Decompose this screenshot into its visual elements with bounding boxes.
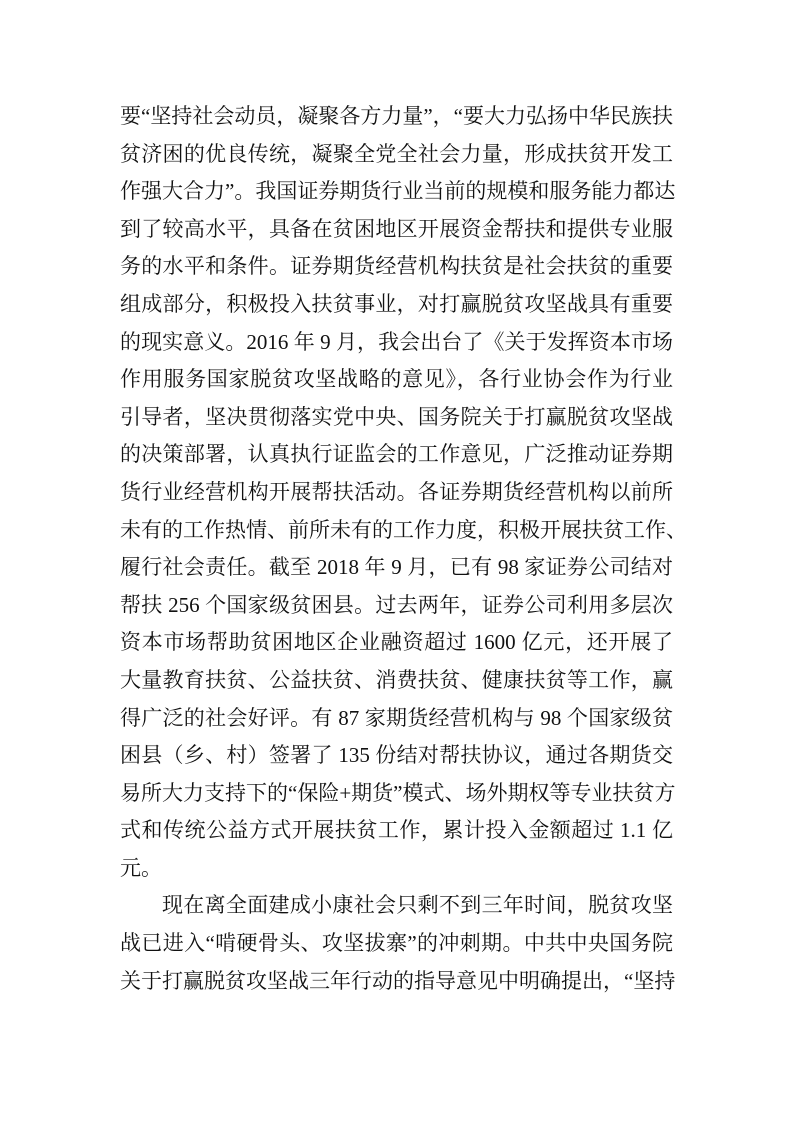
text-line: 资本市场帮助贫困地区企业融资超过 1600 亿元，还开展了	[120, 630, 673, 655]
text-line: 战已进入“啃硬骨头、攻坚拔寨”的冲刺期。中共中央国务院	[120, 931, 673, 956]
text-line: 组成部分，积极投入扶贫事业，对打赢脱贫攻坚战具有重要	[120, 291, 673, 316]
text-line: 关于打赢脱贫攻坚战三年行动的指导意见中明确提出，“坚持	[120, 968, 676, 993]
text-line: 的决策部署，认真执行证监会的工作意见，广泛推动证券期	[120, 442, 673, 467]
paragraph-start-line: 现在离全面建成小康社会只剩不到三年时间，脱贫攻坚	[162, 893, 673, 918]
text-line: 未有的工作热情、前所未有的工作力度，积极开展扶贫工作、	[120, 517, 687, 542]
text-line: 大量教育扶贫、公益扶贫、消费扶贫、健康扶贫等工作，赢	[120, 667, 673, 692]
text-line: 的现实意义。2016 年 9 月，我会出台了《关于发挥资本市场	[120, 329, 673, 354]
text-line: 作强大合力”。我国证券期货行业当前的规模和服务能力都达	[120, 179, 676, 204]
text-line: 式和传统公益方式开展扶贫工作，累计投入金额超过 1.1 亿	[120, 818, 673, 843]
document-body	[120, 98, 687, 1000]
text-line: 货行业经营机构开展帮扶活动。各证券期货经营机构以前所	[120, 479, 673, 504]
text-line: 务的水平和条件。证券期货经营机构扶贫是社会扶贫的重要	[120, 254, 673, 279]
text-line: 得广泛的社会好评。有 87 家期货经营机构与 98 个国家级贫	[120, 705, 673, 730]
text-line: 贫济困的优良传统，凝聚全党全社会力量，形成扶贫开发工	[120, 141, 673, 166]
text-line: 引导者，坚决贯彻落实党中央、国务院关于打赢脱贫攻坚战	[120, 404, 673, 429]
text-line: 易所大力支持下的“保险+期货”模式、场外期权等专业扶贫方	[120, 780, 676, 805]
text-line: 履行社会责任。截至 2018 年 9 月，已有 98 家证券公司结对	[120, 555, 673, 580]
text-line: 到了较高水平，具备在贫困地区开展资金帮扶和提供专业服	[120, 216, 673, 241]
text-line: 帮扶 256 个国家级贫困县。过去两年，证券公司利用多层次	[120, 592, 673, 617]
text-line: 作用服务国家脱贫攻坚战略的意见》，各行业协会作为行业	[120, 367, 673, 392]
text-line: 元。	[120, 855, 162, 880]
text-line: 要“坚持社会动员，凝聚各方力量”，“要大力弘扬中华民族扶	[120, 104, 673, 128]
text-line: 困县（乡、村）签署了 135 份结对帮扶协议，通过各期货交	[120, 743, 673, 768]
